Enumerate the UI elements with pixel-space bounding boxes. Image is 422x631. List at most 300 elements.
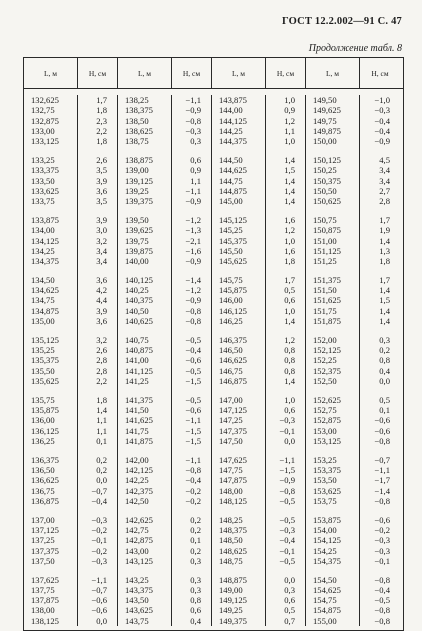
table-cell: 3,4	[96, 245, 107, 256]
table-cell: 141,50	[125, 405, 149, 416]
table-cell: 149,50	[313, 95, 337, 105]
table-cell: −0,2	[185, 495, 201, 506]
table-cell: −0,8	[279, 485, 295, 496]
table-cell: 133,75	[31, 196, 55, 207]
table-cell: 1,4	[96, 405, 107, 416]
table-cell: −1,1	[185, 415, 201, 426]
table-cell: −1,1	[91, 574, 107, 585]
table-cell: 136,875	[31, 495, 59, 506]
table-cell: 150,125	[313, 154, 341, 165]
table-cell: 144,875	[219, 185, 247, 196]
table-cell: 143,25	[125, 574, 149, 585]
table-cell: 139,375	[125, 196, 153, 207]
table-body	[24, 89, 403, 630]
column-h-1	[78, 95, 118, 626]
table-cell: 147,125	[219, 405, 247, 416]
column-header-h-1: H, см	[78, 58, 118, 88]
column-header-h-4: H, см	[371, 68, 389, 78]
table-cell: 138,875	[125, 154, 153, 165]
table-cell: 151,50	[313, 285, 337, 296]
table-cell: 153,00	[313, 425, 337, 436]
table-cell: 140,75	[125, 334, 149, 345]
table-cell: 2,3	[96, 115, 107, 126]
table-cell: −0,2	[185, 485, 201, 496]
table-cell: 0,4	[190, 615, 201, 626]
table-cell: 145,50	[219, 245, 243, 256]
table-cell: 2,8	[96, 355, 107, 366]
table-cell: 145,125	[219, 214, 247, 225]
table-cell: 3,5	[96, 196, 107, 207]
table-cell: 142,625	[125, 514, 153, 525]
table-cell: 1,5	[379, 295, 390, 306]
table-cell: 134,75	[31, 295, 55, 306]
table-cell: 136,00	[31, 415, 55, 426]
table-cell: 139,00	[125, 165, 149, 176]
table-cell: 3,2	[96, 235, 107, 246]
table-cell: 141,375	[125, 394, 153, 405]
table-cell: 138,00	[31, 605, 55, 616]
table-cell: 2,6	[96, 154, 107, 165]
table-cell: 147,375	[219, 425, 247, 436]
table-cell: −0,7	[91, 485, 107, 496]
table-cell: 0,9	[190, 165, 201, 176]
table-cell: −0,8	[185, 316, 201, 327]
table-cell: 139,875	[125, 245, 153, 256]
table-cell: 1,1	[96, 415, 107, 426]
table-cell: −0,6	[185, 355, 201, 366]
table-cell: 139,50	[125, 214, 149, 225]
table-cell: 150,50	[313, 185, 337, 196]
table-cell: 0,8	[284, 365, 295, 376]
table-cell: −1,5	[185, 376, 201, 387]
table-cell: 0,1	[190, 535, 201, 546]
table-cell: 151,75	[313, 305, 337, 316]
table-cell: 153,875	[313, 514, 341, 525]
table-cell: 1,4	[379, 305, 390, 316]
table-cell: 1,1	[190, 175, 201, 186]
table-cell: 154,625	[313, 584, 341, 595]
table-cell: 153,625	[313, 485, 341, 496]
table-cell: 0,0	[96, 615, 107, 626]
table-cell: −1,7	[374, 475, 390, 486]
table-cell: −0,9	[185, 256, 201, 267]
table-cell: 136,375	[31, 454, 59, 465]
table-cell: −0,8	[374, 615, 390, 626]
table-cell: 2,6	[96, 345, 107, 356]
table-cell: 1,4	[284, 376, 295, 387]
table-cell: −1,2	[185, 285, 201, 296]
table-cell: 145,875	[219, 285, 247, 296]
table-cell: 140,875	[125, 345, 153, 356]
column-l-1	[24, 95, 78, 626]
table-cell: 3,4	[96, 256, 107, 267]
table-cell: −1,0	[374, 95, 390, 105]
table-cell: 3,9	[96, 305, 107, 316]
table-cell: 1,7	[96, 95, 107, 105]
table-cell: 142,875	[125, 535, 153, 546]
table-cell: 150,25	[313, 165, 337, 176]
table-cell: 1,1	[284, 125, 295, 136]
table-cell: 1,4	[284, 185, 295, 196]
table-cell: 1,7	[379, 214, 390, 225]
table-cell: 135,50	[31, 365, 55, 376]
table-cell: 142,125	[125, 464, 153, 475]
table-cell: −1,5	[185, 425, 201, 436]
table-cell: 150,375	[313, 175, 341, 186]
column-h-2	[172, 95, 212, 626]
table-cell: 1,2	[284, 334, 295, 345]
table-cell: −0,5	[185, 365, 201, 376]
table-cell: 134,00	[31, 225, 55, 236]
table-cell: 136,625	[31, 475, 59, 486]
table-cell: 151,125	[313, 245, 341, 256]
table-cell: −0,1	[279, 425, 295, 436]
column-header-l-1: L, м	[24, 58, 78, 88]
table-cell: 144,25	[219, 125, 243, 136]
table-cell: 3,9	[96, 214, 107, 225]
table-cell: 148,875	[219, 574, 247, 585]
table-cell: 134,25	[31, 245, 55, 256]
table-header-row	[24, 58, 403, 89]
table-cell: −0,4	[279, 535, 295, 546]
table-cell: −0,5	[185, 334, 201, 345]
table-cell: 140,00	[125, 256, 149, 267]
table-cell: 1,5	[284, 165, 295, 176]
table-cell: 142,25	[125, 475, 149, 486]
table-cell: 152,875	[313, 415, 341, 426]
table-cell: 151,625	[313, 295, 341, 306]
table-cell: 147,50	[219, 436, 243, 446]
table-cell: 133,125	[31, 136, 59, 147]
table-cell: 1,2	[284, 225, 295, 236]
table-cell: 138,25	[125, 95, 149, 105]
table-cell: 146,25	[219, 316, 243, 327]
table-cell: 3,9	[96, 175, 107, 186]
table-cell: 141,25	[125, 376, 149, 387]
table-cell: 149,375	[219, 615, 247, 626]
table-cell: 148,00	[219, 485, 243, 496]
table-cell: −0,5	[279, 514, 295, 525]
table-cell: 153,25	[313, 454, 337, 465]
table-cell: −0,4	[185, 475, 201, 486]
table-cell: 152,00	[313, 334, 337, 345]
table-cell: −0,8	[374, 605, 390, 616]
table-cell: 153,125	[313, 436, 341, 446]
table-cell: 0,3	[284, 584, 295, 595]
table-cell: 147,875	[219, 475, 247, 486]
table-cell: 1,4	[284, 154, 295, 165]
table-cell: 139,625	[125, 225, 153, 236]
table-cell: −0,5	[279, 555, 295, 566]
table-cell: 135,375	[31, 355, 59, 366]
table-cell: 143,375	[125, 584, 153, 595]
table-cell: 144,625	[219, 165, 247, 176]
table-cell: −0,4	[374, 115, 390, 126]
table-cell: 2,8	[96, 365, 107, 376]
table-cell: −0,8	[185, 464, 201, 475]
data-table	[23, 57, 404, 631]
table-cell: 142,75	[125, 524, 149, 535]
table-cell: −0,8	[374, 574, 390, 585]
table-cell: 136,25	[31, 436, 55, 446]
table-cell: 1,4	[379, 285, 390, 296]
column-h-3	[266, 95, 306, 626]
table-cell: −0,6	[374, 415, 390, 426]
table-cell: −1,4	[185, 274, 201, 285]
table-cell: 145,75	[219, 274, 243, 285]
table-cell: 132,75	[31, 105, 55, 116]
table-cell: −0,3	[374, 545, 390, 556]
table-cell: −1,1	[374, 464, 390, 475]
table-cell: −0,6	[91, 605, 107, 616]
table-cell: 154,875	[313, 605, 341, 616]
table-cell: −0,2	[91, 545, 107, 556]
table-cell: 1,3	[379, 245, 390, 256]
table-cell: 141,875	[125, 436, 153, 446]
table-cell: 2,8	[379, 196, 390, 207]
table-cell: 154,375	[313, 555, 341, 566]
table-cell: 143,125	[125, 555, 153, 566]
table-cell: 142,50	[125, 495, 149, 506]
table-cell: 139,75	[125, 235, 149, 246]
table-cell: 1,0	[284, 95, 295, 105]
table-cell: 0,3	[190, 136, 201, 147]
table-cell: 143,625	[125, 605, 153, 616]
table-cell: 4,5	[379, 154, 390, 165]
table-cell: 152,75	[313, 405, 337, 416]
table-cell: 1,8	[96, 136, 107, 147]
table-cell: 1,0	[284, 136, 295, 147]
table-cell: 140,50	[125, 305, 149, 316]
table-cell: 138,125	[31, 615, 59, 626]
table-cell: 149,25	[219, 605, 243, 616]
table-cell: 0,7	[284, 615, 295, 626]
table-cell: 1,2	[284, 115, 295, 126]
table-cell: 135,125	[31, 334, 59, 345]
table-caption: Продолжение табл. 8	[308, 43, 402, 54]
table-cell: 0,8	[379, 355, 390, 366]
table-cell: 150,75	[313, 214, 337, 225]
table-cell: −0,9	[374, 136, 390, 147]
table-cell: 149,875	[313, 125, 341, 136]
table-cell: 144,50	[219, 154, 243, 165]
table-cell: −1,6	[185, 245, 201, 256]
table-cell: 133,25	[31, 154, 55, 165]
table-cell: 152,625	[313, 394, 341, 405]
table-cell: 1,6	[284, 214, 295, 225]
table-cell: −0,6	[374, 425, 390, 436]
table-cell: 136,50	[31, 464, 55, 475]
column-h-4	[360, 95, 400, 626]
table-cell: −1,1	[185, 454, 201, 465]
table-cell: 0,8	[284, 355, 295, 366]
table-cell: 141,00	[125, 355, 149, 366]
table-cell: 140,125	[125, 274, 153, 285]
table-cell: 0,3	[190, 574, 201, 585]
table-cell: 152,50	[313, 376, 337, 387]
table-cell: −0,9	[185, 196, 201, 207]
table-cell: 144,00	[219, 105, 243, 116]
table-cell: 140,25	[125, 285, 149, 296]
table-cell: 0,5	[379, 394, 390, 405]
table-cell: 137,25	[31, 535, 55, 546]
table-cell: 148,75	[219, 555, 243, 566]
table-cell: 148,25	[219, 514, 243, 525]
table-cell: −2,1	[185, 235, 201, 246]
table-cell: −0,9	[279, 475, 295, 486]
table-cell: 0,5	[284, 605, 295, 616]
table-cell: 138,625	[125, 125, 153, 136]
table-cell: 1,6	[284, 245, 295, 256]
table-cell: 0,0	[284, 574, 295, 585]
table-cell: 0,5	[284, 285, 295, 296]
table-cell: 149,625	[313, 105, 341, 116]
table-cell: 141,625	[125, 415, 153, 426]
table-cell: 1,0	[284, 305, 295, 316]
table-cell: −1,2	[185, 214, 201, 225]
table-cell: 133,375	[31, 165, 59, 176]
table-cell: 150,625	[313, 196, 341, 207]
table-cell: 138,75	[125, 136, 149, 147]
table-cell: −0,4	[374, 584, 390, 595]
table-cell: 0,2	[190, 545, 201, 556]
table-cell: −0,1	[91, 535, 107, 546]
table-cell: 135,75	[31, 394, 55, 405]
table-cell: 146,375	[219, 334, 247, 345]
table-cell: −1,4	[374, 485, 390, 496]
table-cell: 151,25	[313, 256, 337, 267]
table-cell: 0,6	[190, 154, 201, 165]
page-header: ГОСТ 12.2.002—91 С. 47	[281, 16, 402, 27]
table-cell: 3,6	[96, 274, 107, 285]
table-cell: 154,75	[313, 595, 337, 606]
table-cell: 148,125	[219, 495, 247, 506]
table-cell: 145,25	[219, 225, 243, 236]
table-cell: 2,2	[96, 376, 107, 387]
table-cell: 0,3	[190, 555, 201, 566]
table-cell: 4,2	[96, 285, 107, 296]
table-cell: −0,8	[374, 436, 390, 446]
table-cell: 3,4	[379, 175, 390, 186]
table-cell: 137,125	[31, 524, 59, 535]
table-cell: 0,6	[284, 595, 295, 606]
table-cell: −0,4	[374, 125, 390, 136]
table-cell: 134,625	[31, 285, 59, 296]
table-cell: 142,375	[125, 485, 153, 496]
table-cell: 4,4	[96, 295, 107, 306]
table-cell: 0,8	[284, 345, 295, 356]
table-cell: 135,875	[31, 405, 59, 416]
table-cell: 0,0	[96, 475, 107, 486]
table-cell: −0,3	[374, 105, 390, 116]
table-cell: 149,125	[219, 595, 247, 606]
table-cell: −0,9	[185, 295, 201, 306]
table-cell: 136,75	[31, 485, 55, 496]
table-cell: 152,125	[313, 345, 341, 356]
table-cell: 3,6	[96, 316, 107, 327]
table-cell: 153,75	[313, 495, 337, 506]
table-cell: 1,1	[96, 425, 107, 436]
table-cell: −1,5	[279, 464, 295, 475]
table-cell: 141,125	[125, 365, 153, 376]
table-cell: 134,375	[31, 256, 59, 267]
table-cell: 1,0	[284, 235, 295, 246]
table-cell: 148,625	[219, 545, 247, 556]
table-cell: −1,1	[185, 95, 201, 105]
column-header-l-4: L, м	[306, 58, 360, 88]
table-cell: 133,50	[31, 175, 55, 186]
table-cell: −0,5	[185, 394, 201, 405]
table-cell: 146,625	[219, 355, 247, 366]
table-cell: −0,5	[374, 595, 390, 606]
table-cell: 138,375	[125, 105, 153, 116]
table-cell: 133,00	[31, 125, 55, 136]
table-cell: −0,3	[374, 535, 390, 546]
table-cell: 0,6	[284, 295, 295, 306]
table-cell: 137,875	[31, 595, 59, 606]
table-cell: −0,7	[374, 454, 390, 465]
table-cell: 1,4	[379, 235, 390, 246]
table-cell: −0,9	[185, 105, 201, 116]
table-cell: 0,8	[190, 595, 201, 606]
table-cell: 137,625	[31, 574, 59, 585]
table-cell: 143,75	[125, 615, 149, 626]
table-cell: 151,00	[313, 235, 337, 246]
table-cell: 133,875	[31, 214, 59, 225]
table-cell: 1,8	[284, 256, 295, 267]
table-cell: 145,00	[219, 196, 243, 207]
table-cell: −0,8	[185, 305, 201, 316]
table-cell: −0,8	[185, 115, 201, 126]
table-cell: 143,875	[219, 95, 247, 105]
column-header-l-2: L, м	[118, 58, 172, 88]
column-l-2	[118, 95, 172, 626]
table-cell: 0,2	[379, 345, 390, 356]
table-cell: 152,375	[313, 365, 341, 376]
table-cell: 147,25	[219, 415, 243, 426]
table-cell: 135,25	[31, 345, 55, 356]
table-cell: 139,25	[125, 185, 149, 196]
table-cell: 150,875	[313, 225, 341, 236]
table-cell: 0,3	[379, 334, 390, 345]
table-cell: 138,50	[125, 115, 149, 126]
table-cell: 146,875	[219, 376, 247, 387]
table-cell: −0,2	[374, 524, 390, 535]
table-cell: 134,875	[31, 305, 59, 316]
table-cell: 144,125	[219, 115, 247, 126]
table-cell: 144,75	[219, 175, 243, 186]
table-cell: 3,6	[96, 185, 107, 196]
table-cell: 3,0	[96, 225, 107, 236]
table-cell: 0,6	[190, 605, 201, 616]
table-cell: 0,2	[96, 454, 107, 465]
table-cell: −0,3	[185, 125, 201, 136]
table-cell: 0,6	[284, 405, 295, 416]
table-cell: 146,75	[219, 365, 243, 376]
table-cell: 146,125	[219, 305, 247, 316]
table-cell: 140,625	[125, 316, 153, 327]
table-cell: 132,625	[31, 95, 59, 105]
table-cell: 145,625	[219, 256, 247, 267]
table-cell: 0,0	[284, 436, 295, 446]
table-cell: 1,7	[284, 274, 295, 285]
table-cell: 146,50	[219, 345, 243, 356]
table-cell: 135,625	[31, 376, 59, 387]
table-cell: −0,5	[279, 495, 295, 506]
table-cell: 154,125	[313, 535, 341, 546]
table-cell: −0,1	[374, 555, 390, 566]
table-cell: 1,4	[379, 316, 390, 327]
